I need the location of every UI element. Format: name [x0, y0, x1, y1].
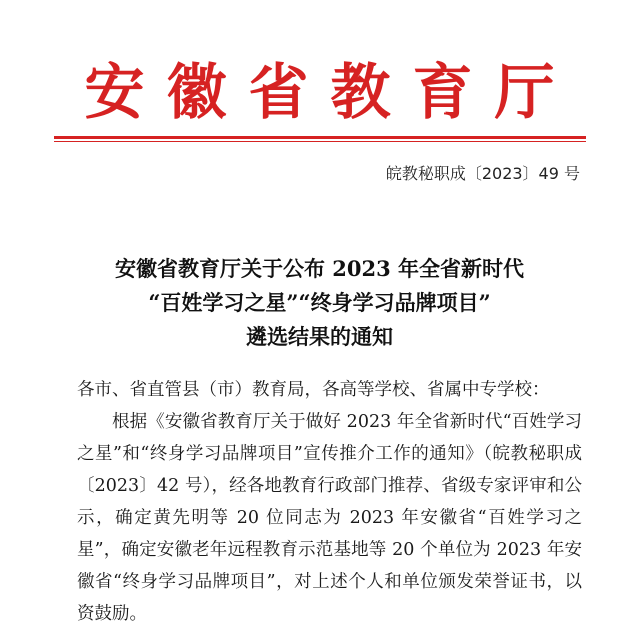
title-line-1: 安徽省教育厅关于公布 2023 年全省新时代 — [114, 256, 525, 281]
salutation: 各市、省直管县（市）教育局，各高等学校、省属中专学校： — [77, 380, 550, 400]
title-line-2: “百姓学习之星”“终身学习品牌项目” — [148, 290, 491, 315]
header-rule-thick — [54, 136, 586, 139]
organization-header: 安徽省教育厅 — [84, 58, 577, 128]
title-line-3: 遴选结果的通知 — [246, 324, 393, 349]
document-number: 皖教秘职成〔2023〕49 号 — [385, 164, 580, 183]
document-title — [0, 252, 639, 354]
header-rule-thin — [54, 141, 586, 142]
body-paragraph: 根据《安徽省教育厅关于做好 2023 年全省新时代“百姓学习之星”和“终身学习品牌项目”宣传推介工作的通知》（皖教秘职成〔2023〕42 号），经各地教育行政部门推荐、省级专家评审和公示，确定黄先明等 20 位同志为 2023 年安徽省“百姓学习之星”，确定安徽老年远程教育示范基地等 20 个单位为 2023 年安徽省“终身学习品牌项目”，对上述个人和单位颁发荣誉证书，以资鼓励。 — [77, 412, 582, 624]
